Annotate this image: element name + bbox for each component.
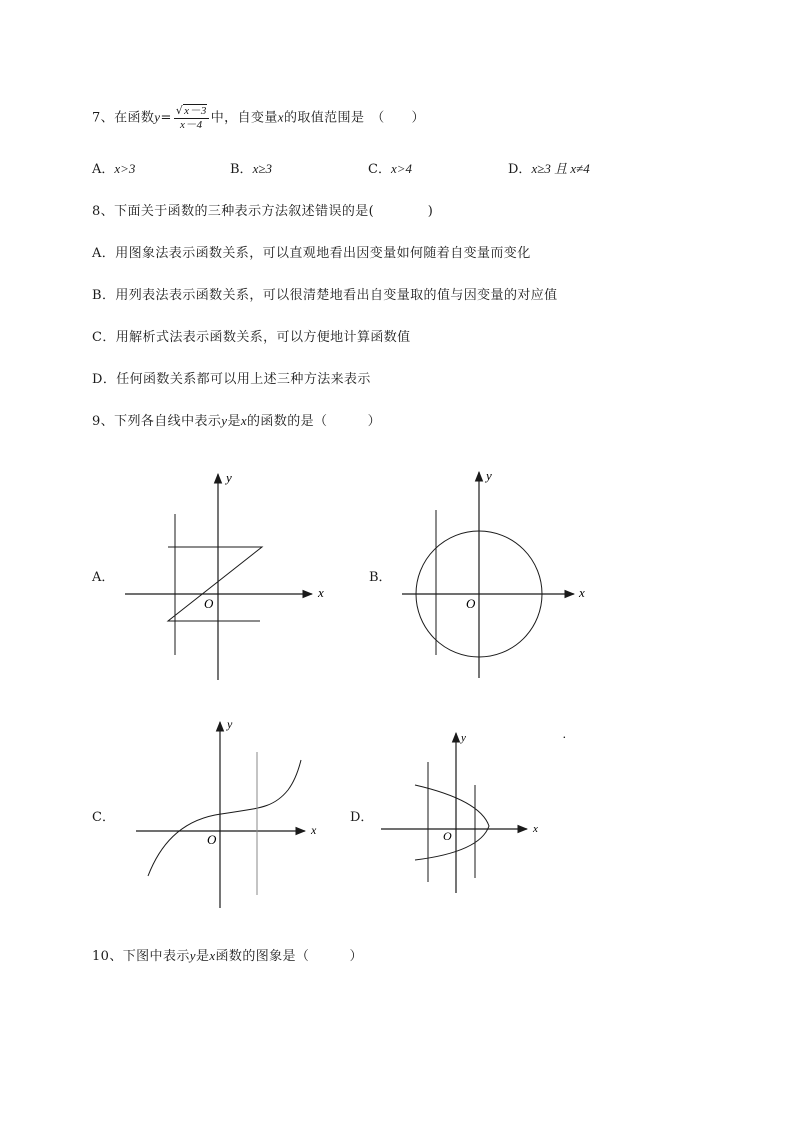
graph-d-parabola [415, 785, 489, 860]
graph-b-x-label: x [579, 585, 585, 600]
fraction-numerator: √x－3 [175, 104, 207, 117]
graph-b-label[interactable]: B． [369, 570, 392, 585]
option-text: x>3 [114, 161, 136, 176]
var-y: y [221, 413, 228, 428]
q8-option-b[interactable]: B．用列表法表示函数关系，可以很清楚地看出自变量取的值与因变量的对应值 [92, 288, 558, 303]
graph-a-y-label: y [226, 470, 232, 485]
var-y: y [189, 948, 196, 963]
option-text: x≥3 [252, 161, 272, 176]
question-7-text-post2: 的取值范围是 （ ） [283, 110, 425, 126]
var-x: x [240, 413, 248, 428]
question-9-text-mid: 是 [227, 414, 241, 429]
question-10-number: 10、 [92, 949, 123, 964]
fraction-denominator: x－4 [179, 119, 203, 131]
graph-a-label[interactable]: A． [92, 570, 115, 585]
question-7-text-post: 中，自变量 [210, 110, 278, 126]
question-9-text-post: 的函数的是（ ） [247, 414, 382, 429]
equals-sign: = [160, 110, 172, 126]
option-label: C． [368, 162, 391, 177]
graph-c-origin-label: O [207, 832, 217, 847]
q8-option-a[interactable]: A．用图象法表示函数关系，可以直观地看出因变量如何随着自变量而变化 [92, 246, 531, 261]
question-10-text-pre: 下图中表示 [122, 949, 190, 964]
graph-d-origin-label: O [443, 829, 452, 843]
graph-b-y-label: y [486, 468, 492, 483]
graph-c-x-label: x [311, 823, 317, 837]
question-10-stem [92, 945, 363, 964]
question-9-text-pre: 下列各自线中表示 [114, 414, 222, 429]
question-7-number: 7、 [92, 110, 115, 126]
graph-d-x-label: x [533, 823, 538, 835]
graph-c-label[interactable]: C． [92, 810, 115, 825]
question-10-text-post: 函数的图象是（ ） [215, 949, 363, 964]
stray-dot: . [563, 726, 567, 741]
q8-option-d[interactable]: D．任何函数关系都可以用上述三种方法来表示 [92, 372, 371, 387]
question-9-number: 9、 [92, 414, 115, 429]
option-label: D． [508, 162, 532, 177]
graph-d-y-label: y [461, 732, 466, 744]
option-label: A． [92, 162, 115, 177]
option-label: B． [230, 162, 253, 177]
graph-b-origin-label: O [466, 596, 476, 611]
graph-d-label[interactable]: D． [350, 810, 374, 825]
graph-a-origin-label: O [204, 596, 214, 611]
question-8-stem: 8、下面关于函数的三种表示方法叙述错误的是( ) [92, 204, 434, 219]
question-10-text-mid: 是 [195, 949, 210, 964]
q8-option-c[interactable]: C．用解析式法表示函数关系，可以方便地计算函数值 [92, 330, 411, 345]
option-text: x≥3 且 x≠4 [531, 161, 590, 176]
var-x: x [209, 948, 216, 963]
option-text: x>4 [390, 161, 412, 176]
var-x: x [277, 109, 284, 125]
var-y: y [154, 109, 161, 125]
question-7-text-pre: 在函数 [114, 110, 155, 126]
sqrt-radicand: x－3 [184, 105, 207, 117]
graph-a-x-label: x [318, 585, 324, 600]
graph-c-y-label: y [227, 717, 233, 731]
